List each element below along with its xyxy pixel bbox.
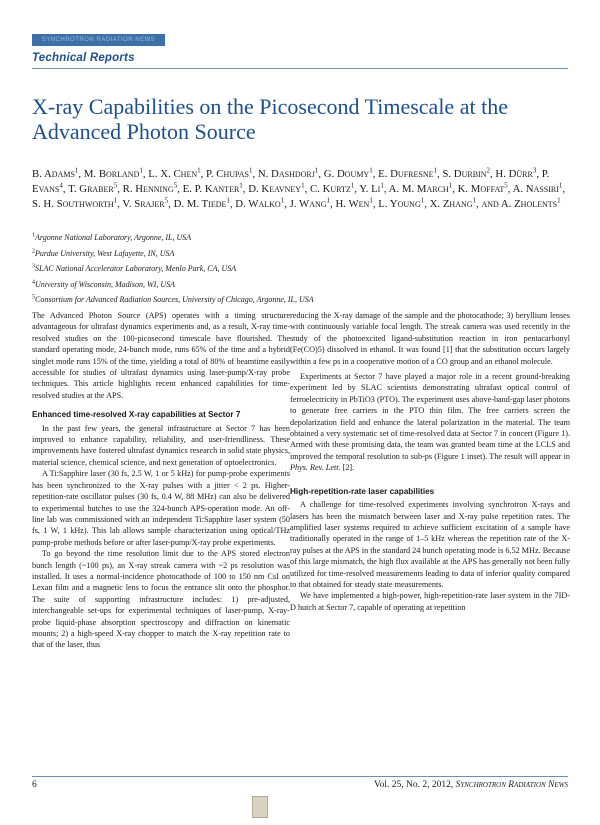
affiliation-number: 1 [32, 232, 35, 239]
affiliation-number: 4 [32, 278, 35, 285]
affiliation-text: SLAC National Accelerator Laboratory, Menlo Park, CA, USA [35, 264, 237, 273]
affiliation-marker: 1 [248, 166, 253, 175]
body-paragraph: A Ti:Sapphire laser (30 fs, 2.5 W, 1 or 5 kHz) for pump-probe experiments has been synchronized to the X-ray pulses with a jitter < 2 ps. Higher-repetition-rate oscillator pulses (30 fs, 0.4 W, 88 MHz) can also be delivered to experimental hutches to use the 324-bunch APS-operation mode. An off-line lab was commissioned with an independent Ti:Sapphire laser system (50 fs, 1 W, 1 kHz). This lab allows sample characterization using optical/THz pump-probe methods before or after laser-pump/X-ray probe experiments. [32, 469, 290, 547]
affiliation-marker: 1 [448, 181, 453, 190]
affiliation-marker: 1 [239, 181, 243, 190]
author-name: L. X. Chen [148, 168, 198, 180]
page-number: 6 [32, 780, 37, 790]
section-heading-sector7: Enhanced time-resolved X-ray capabilities at Sector 7 [32, 410, 241, 420]
affiliation-marker: 1 [326, 196, 331, 205]
article-title: X-ray Capabilities on the Picosecond Timescale at the Advanced Photon Source [32, 94, 508, 144]
affiliation-list [32, 230, 572, 308]
paragraph-text: Experiments at Sector 7 have played a major role in a recent ground-breaking experiment led by SLAC scientists demonstrating ultrafast optical control of ferroelectricity in PbTiO3 (PTO). The experiment uses above-band-gap laser photons to generate free carriers in the PTO thin film. The free carriers screen the depolarization field and enhance the lateral polarization in the material. The team obtained a very systematic set of time-resolved data at Sector 7 in concert (Figure 1). Armed with these promising data, the team was granted beam time at the LCLS and improved the temporal resolution to sub-ps (Figure 1 inset). The result will appear in [290, 372, 570, 461]
body-paragraph: To go beyond the time resolution limit due to the APS stored electron bunch length (~100 ps), an X-ray streak camera with ~2 ps resolution was installed. It uses a normal-incidence photocathode of 100 to 150 nm CsI on Lexan film and a magnetic lens to focus the entrance slit onto the phosphor. The suite of supporting infrastructure includes: 1) pre-adjusted, interchangeable set-ups for experimental techniques of laser-pump, X-ray-probe liquid-phase absorption spectroscopy and diffraction on kinematic mounts; 2) a high-speed X-ray chopper to match the X-ray repetition rate to that of the laser, thus [32, 549, 290, 650]
affiliation-number: 5 [32, 294, 35, 301]
intro-paragraph: The Advanced Photon Source (APS) operates with a timing structure advantageous for ultrafast dynamics experiments and, as a result, X-ray time-resolved studies on the 100-picosecond timescale have flourished. The standard operating mode, 24-bunch mode, runs 65% of the time and a hybrid singlet mode runs 15% of the time, yielding a total of 80% of beamtime easily accessible for studies of ultrafast dynamics using laser-pump/X-ray probe techniques. This article highlights recent enhanced capabilities for time-resolved studies at the APS. [32, 311, 290, 400]
author-name: C. Kurtz [309, 183, 351, 195]
author-name: S. H. Southworth [32, 198, 114, 210]
journal-name: Synchrotron Radiation News [455, 780, 568, 790]
affiliation-marker: 1 [558, 181, 563, 190]
author-name: A. Nassiri [512, 183, 559, 195]
affiliation-marker: 1 [74, 166, 79, 175]
affiliation-marker: 5 [164, 196, 169, 205]
affiliation-number: 3 [32, 263, 35, 270]
author-name: M. Borland [83, 168, 140, 180]
affiliation-item [32, 292, 572, 308]
journal-reference: Phys. Rev. Lett. [290, 463, 341, 473]
affiliation-marker: 3 [532, 166, 537, 175]
affiliation-text: University of Wisconsin, Madison, WI, USA [35, 279, 175, 289]
affiliation-marker: 1 [314, 166, 319, 175]
header-bar-text: SYNCHROTRON RADIATION NEWS [41, 37, 156, 43]
author-name: B. Adams [32, 168, 75, 180]
affiliation-text: Consortium for Advanced Radiation Sources, University of Chicago, Argonne, IL, USA [35, 295, 314, 304]
author-name: K. Moffat [457, 183, 505, 195]
body-paragraph: In the past few years, the general infrastructure at Sector 7 has been improved to enhance capability, reliability, and user-friendliness. These improvements have fostered ultrafast dynamics research in solid state physics, material science, chemical science, and next generation of optoelectronics. [32, 423, 290, 467]
left-column [32, 310, 290, 651]
affiliation-marker: 1 [369, 196, 373, 205]
affiliation-item [32, 277, 572, 293]
author-name: S. Durbin [442, 168, 487, 180]
affiliation-marker: 1 [433, 166, 437, 175]
affiliation-marker: 1 [301, 181, 305, 190]
affiliation-marker: 5 [113, 181, 118, 190]
affiliation-item [32, 261, 572, 277]
author-list: B. Adams$^1$, M. Borland$^1$, L. X. Chen$^1$, P. Chupas$^1$, N. Dashdorj$^1$, G. Doumy$^1$, E. Dufresne$^1$, S. Durbin$^2$, H. Dürr$^3$, P. Evans$^4$, T. Graber$^5$, R. Henning$^5$, E. P. Kanter$^1$, D. Keavney$^1$, C. Kurtz$^1$, Y. Li$^1$, A. M. March$^1$, K. Moffat$^5$, A. Nassiri$^1$, S. H. Southworth$^1$, V. Srajer$^5$, D. M. Tiede$^1$, D. Walko$^1$, J. Wang$^1$, H. Wen$^1$, L. Young$^1$, X. Zhang$^1$, and A. Zholents$^1$ [32, 166, 566, 210]
author-name: N. Dashdorj [257, 168, 315, 180]
section-divider [32, 68, 568, 69]
affiliation-item [32, 246, 572, 262]
affiliation-marker: 1 [557, 196, 561, 205]
affiliation-marker: 1 [420, 196, 425, 205]
author-name: V. Srajer [122, 198, 165, 210]
author-name: T. Graber [68, 183, 114, 195]
body-paragraph: A challenge for time-resolved experiments involving synchrotron X-rays and lasers has been the mismatch between laser and X-ray pulse repetition rates. The amplified laser systems required to achieve sufficient excitation of a sample have traditionally operated in the range of 1–5 kHz whereas the repetition rate of the X-ray pulses at the APS in the standard 24 bunch operating mode is 6.52 MHz. Because of this large mismatch, the high flux available at the APS has generally not been fully utilized for time-resolved measurements leading to data of inferior quality compared to that obtained for steady state measurements. [290, 500, 570, 589]
affiliation-item [32, 230, 572, 246]
affiliation-number: 2 [32, 247, 35, 254]
author-name: X. Zhang [429, 198, 473, 210]
body-paragraph: We have implemented a high-power, high-repetition-rate laser system in the 7ID-D hutch at Sector 7, capable of operating at repetition [290, 591, 570, 612]
affiliation-marker: 1 [369, 166, 373, 175]
author-name: A. M. March [388, 183, 449, 195]
affiliation-marker: 1 [197, 166, 201, 175]
right-column [290, 310, 570, 613]
affiliation-marker: 1 [472, 196, 477, 205]
scan-artifact [252, 796, 268, 818]
author-name: E. Dufresne [378, 168, 434, 180]
author-name: and A. Zholents [481, 198, 558, 210]
author-name: P. Chupas [206, 168, 249, 180]
affiliation-marker: 1 [280, 196, 285, 205]
author-name: D. Walko [235, 198, 281, 210]
affiliation-marker: 1 [380, 181, 384, 190]
author-name: P. Evans [32, 168, 550, 195]
journal-header-bar [32, 34, 165, 46]
author-name: R. Henning [122, 183, 174, 195]
affiliation-marker: 2 [486, 166, 490, 175]
author-name: D. Keavney [248, 183, 302, 195]
affiliation-marker: 1 [226, 196, 230, 205]
affiliation-text: Purdue University, West Lafayette, IN, USA [35, 248, 175, 258]
section-heading-high-rep-rate: High-repetition-rate laser capabilities [290, 486, 435, 496]
author-name: H. Dürr [495, 168, 533, 180]
affiliation-marker: 1 [350, 181, 355, 190]
author-name: G. Doumy [323, 168, 370, 180]
affiliation-marker: 5 [173, 181, 178, 190]
author-name: H. Wen [335, 198, 370, 210]
author-name: Y. Li [359, 183, 381, 195]
author-name: L. Young [378, 198, 421, 210]
author-name: D. M. Tiede [173, 198, 227, 210]
section-label: Technical Reports [32, 52, 135, 64]
footer-divider [32, 776, 568, 777]
volume-info: Vol. 25, No. 2, 2012, [373, 780, 454, 790]
author-name: J. Wang [289, 198, 327, 210]
affiliation-marker: 4 [59, 181, 63, 190]
citation-ref: [2]. [342, 463, 355, 473]
author-name: E. P. Kanter [182, 183, 240, 195]
body-paragraph: reducing the X-ray damage of the sample and the photocathode; 3) beryllium lenses with continuously variable focal length. The streak camera was used recently in the study of the photoexcited ligand-substitution reaction in iron pentacarbonyl (Fe(CO)5) dissolved in ethanol. It was found [1] that the substitution occurs largely within a few ps in a cooperative motion of a CO group and an ethanol molecule. [290, 311, 570, 366]
body-paragraph-ferroelectric [290, 371, 570, 474]
journal-citation [374, 780, 568, 790]
affiliation-marker: 5 [504, 181, 508, 190]
affiliation-text: Argonne National Laboratory, Argonne, IL, USA [35, 233, 192, 242]
affiliation-marker: 1 [113, 196, 118, 205]
affiliation-marker: 1 [139, 166, 143, 175]
